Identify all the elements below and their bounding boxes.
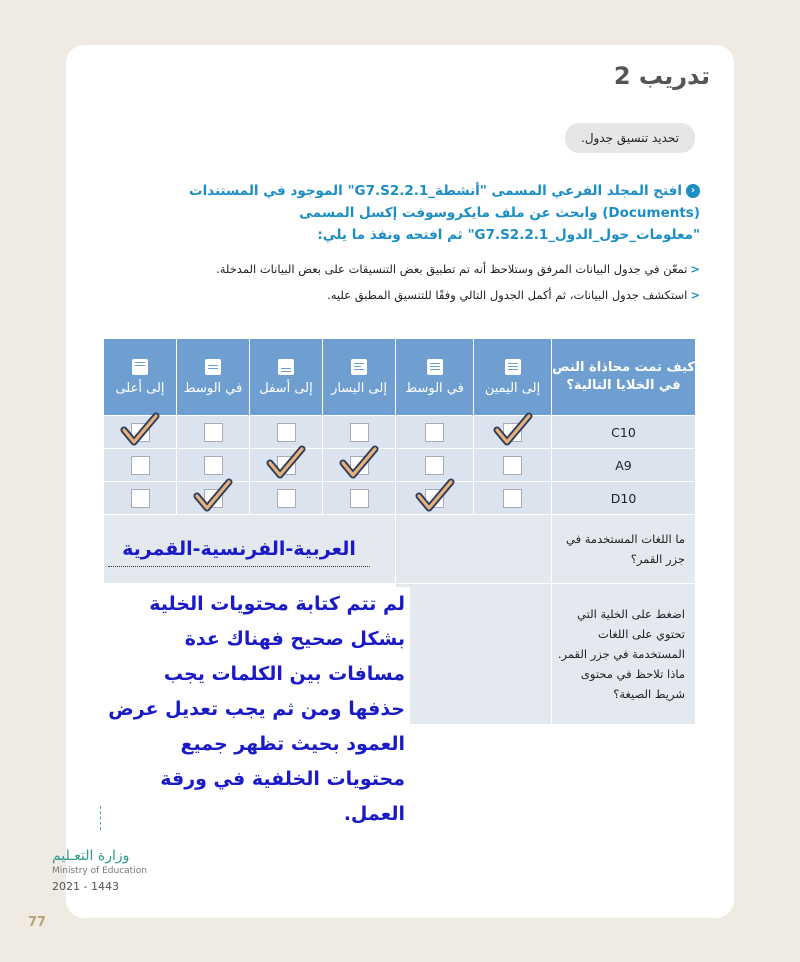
handwritten-answer-1: العربية-الفرنسية-القمرية (122, 538, 356, 560)
checkbox[interactable] (425, 456, 444, 475)
empty-cell (396, 515, 552, 584)
arrow-icon: < (690, 288, 700, 302)
checkbox-cell[interactable] (177, 416, 250, 449)
checkbox-cell[interactable] (396, 449, 474, 482)
table-row (104, 416, 696, 449)
checkbox-cell[interactable] (474, 416, 552, 449)
checkbox-cell[interactable] (323, 416, 396, 449)
checkbox[interactable] (503, 489, 522, 508)
checkbox-cell[interactable] (323, 449, 396, 482)
margin-marker (100, 806, 101, 830)
col-label: إلى اليسار (331, 380, 387, 396)
year-label: 2021 - 1443 (52, 880, 119, 893)
ministry-logo-en: Ministry of Education (52, 866, 147, 876)
main-instruction (100, 180, 700, 246)
table-header-row (104, 339, 696, 416)
align-middle-icon (205, 359, 221, 375)
page-title: تدريب 2 (613, 62, 710, 90)
checkbox[interactable] (204, 423, 223, 442)
checkbox[interactable] (204, 456, 223, 475)
chevron-left-icon: ‹ (686, 184, 700, 198)
align-bottom-icon (278, 359, 294, 375)
checkbox-cell[interactable] (396, 482, 474, 515)
step-2 (100, 288, 700, 302)
checkbox[interactable] (204, 489, 223, 508)
col-header (396, 339, 474, 416)
col-header (250, 339, 323, 416)
step-2-text: استكشف جدول البيانات، ثم أكمل الجدول التالي وفقًا للتنسيق المطبق عليه. (327, 288, 688, 302)
step-1 (100, 262, 700, 276)
col-label: إلى أعلى (115, 380, 165, 396)
instruction-text: افتح المجلد الفرعي المسمى "أنشطة_G7.S2.2.1" الموجود في المستندات (Documents) وابحث عن ملف مايكروسوفت إكسل المسمى "معلومات_حول_الدول_G7.S2.2.1" ثم افتحه ونفذ ما يلي: (189, 183, 700, 243)
checkbox-cell[interactable] (323, 482, 396, 515)
objective-badge: تحديد تنسيق جدول. (565, 123, 695, 153)
checkbox-cell[interactable] (104, 482, 177, 515)
align-top-icon (132, 359, 148, 375)
checkbox[interactable] (425, 489, 444, 508)
col-label: في الوسط (183, 380, 243, 396)
checkbox-cell[interactable] (250, 449, 323, 482)
checkbox[interactable] (131, 456, 150, 475)
align-left-icon (351, 359, 367, 375)
table-row (104, 449, 696, 482)
ministry-logo-ar: وزارة التعـليم (52, 848, 130, 864)
col-label: إلى اليمين (484, 380, 541, 396)
arrow-icon: < (690, 262, 700, 276)
question-1: ما اللغات المستخدمة في جزر القمر؟ (552, 515, 696, 584)
answer-line (108, 566, 370, 567)
checkbox[interactable] (350, 423, 369, 442)
col-header (323, 339, 396, 416)
checkbox-cell[interactable] (104, 449, 177, 482)
col-label: إلى أسفل (259, 380, 313, 396)
checkbox-cell[interactable] (474, 482, 552, 515)
page-number: 77 (28, 915, 47, 930)
checkbox[interactable] (425, 423, 444, 442)
checkbox[interactable] (503, 456, 522, 475)
checkbox[interactable] (350, 489, 369, 508)
checkbox-cell[interactable] (177, 482, 250, 515)
checkbox[interactable] (131, 489, 150, 508)
cell-reference: C10 (552, 416, 696, 449)
checkbox[interactable] (503, 423, 522, 442)
empty-cell (396, 584, 552, 725)
align-center-icon (427, 359, 443, 375)
table-row (104, 482, 696, 515)
checkbox-cell[interactable] (250, 482, 323, 515)
lead-header: كيف تمت محاذاة النص في الخلايا التالية؟ (552, 339, 696, 416)
handwritten-answer-2: لم تتم كتابة محتويات الخلية بشكل صحيح فهناك عدة مسافات بين الكلمات يجب حذفها ومن ثم يجب تعديل عرض العمود بحيث تظهر جميع محتويات الخلفية في ورقة العمل. (105, 587, 410, 832)
step-1-text: تمعّن في جدول البيانات المرفق وستلاحظ أنه تم تطبيق بعض التنسيقات على بعض البيانات المدخلة. (216, 262, 688, 276)
checkbox-cell[interactable] (474, 449, 552, 482)
checkbox[interactable] (277, 489, 296, 508)
checkbox[interactable] (350, 456, 369, 475)
cell-reference: D10 (552, 482, 696, 515)
checkbox-cell[interactable] (104, 416, 177, 449)
checkbox[interactable] (277, 456, 296, 475)
checkbox-cell[interactable] (177, 449, 250, 482)
question-2: اضغط على الخلية التي تحتوي على اللغات المستخدمة في جزر القمر. ماذا تلاحظ في محتوى شريط الصيغة؟ (552, 584, 696, 725)
cell-reference: A9 (552, 449, 696, 482)
checkbox-cell[interactable] (250, 416, 323, 449)
align-right-icon (505, 359, 521, 375)
checkbox[interactable] (131, 423, 150, 442)
col-header (104, 339, 177, 416)
checkbox[interactable] (277, 423, 296, 442)
checkbox-cell[interactable] (396, 416, 474, 449)
col-header (474, 339, 552, 416)
col-label: في الوسط (405, 380, 464, 396)
col-header (177, 339, 250, 416)
